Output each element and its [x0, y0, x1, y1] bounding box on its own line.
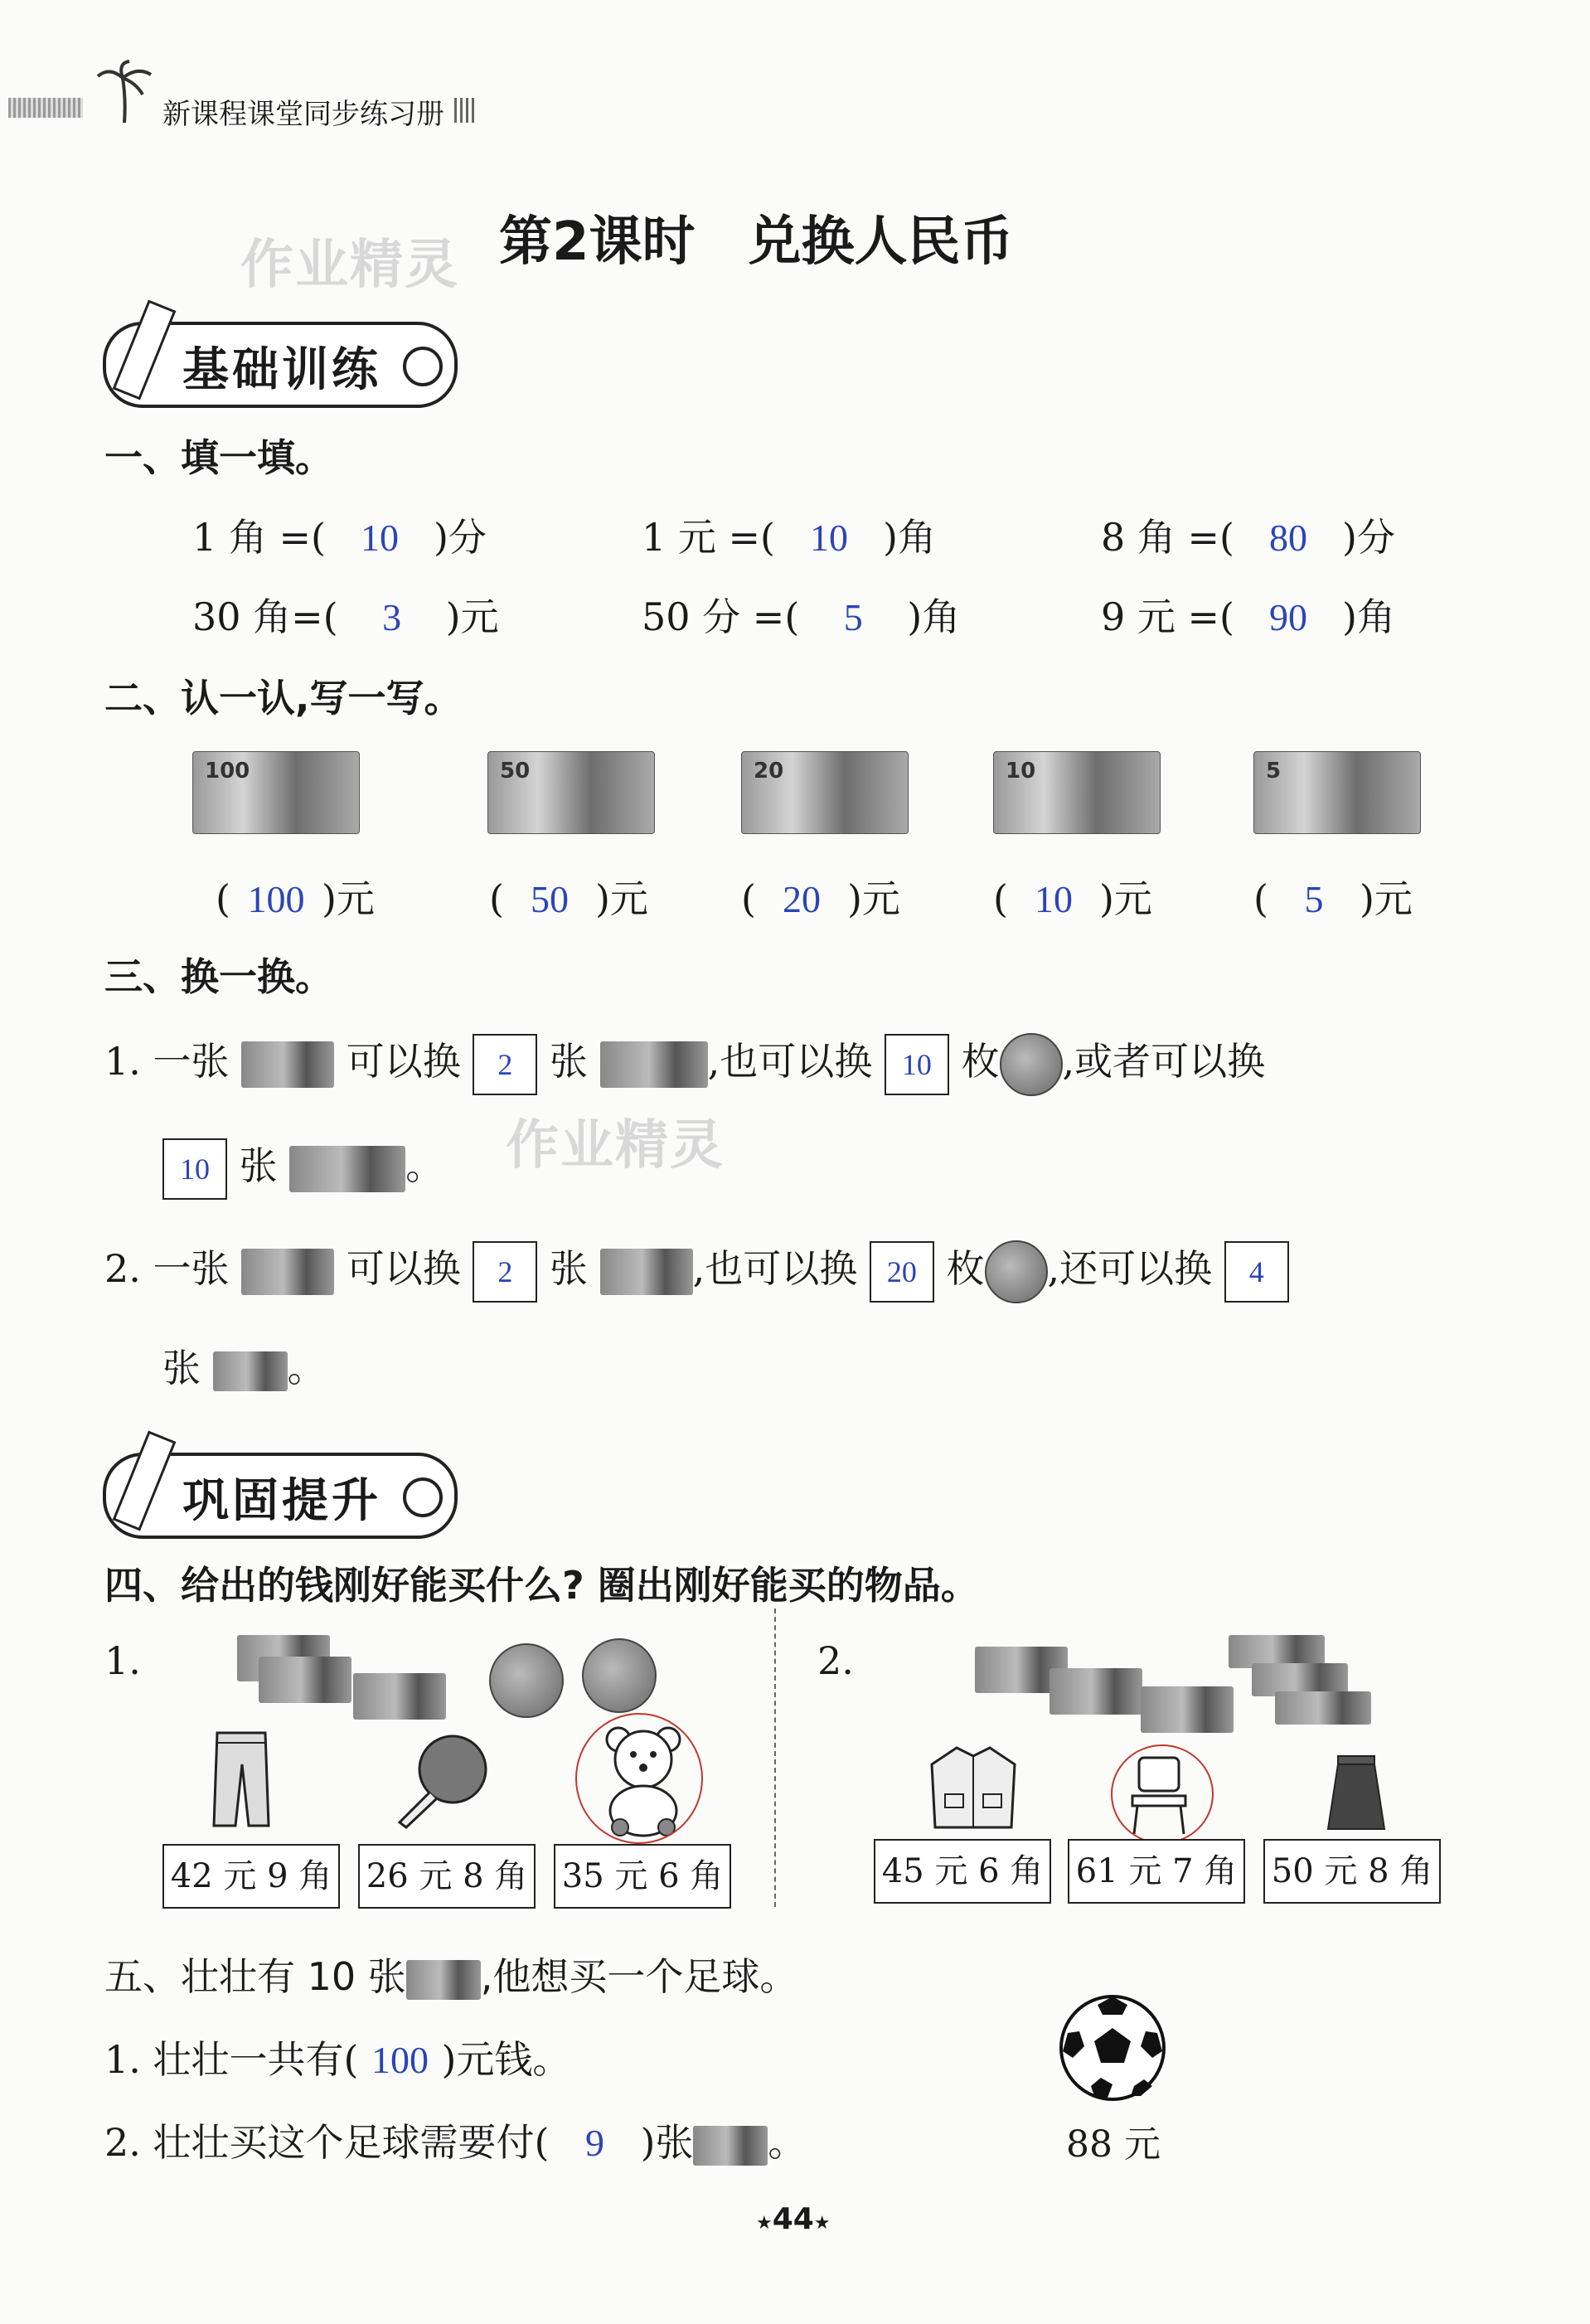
q3-p1-line2: 10 张 。 [162, 1136, 444, 1200]
q1-item-3: 8 角 =( 80 )分 [1101, 515, 1395, 560]
price-tag-paddle: 26 元 8 角 [358, 1844, 536, 1909]
header-divider [454, 98, 474, 123]
q1-item-5: 50 分 =( 5 )角 [642, 594, 961, 639]
banknote-5-icon [1141, 1686, 1234, 1733]
q1-answer-4[interactable]: 3 [382, 596, 402, 638]
q1-answer-2[interactable]: 10 [810, 517, 848, 559]
ring-icon [403, 1477, 443, 1517]
section-advanced-banner [103, 1453, 458, 1539]
price-tag-chair: 61 元 7 角 [1068, 1839, 1245, 1904]
banknote-10: 10 [993, 751, 1161, 834]
banknote-5-icon [353, 1673, 446, 1720]
coin-1yuan-icon [1000, 1033, 1063, 1096]
paddle-icon [393, 1731, 492, 1834]
q2-answer-1[interactable]: 100 [247, 878, 305, 920]
trousers-icon [212, 1731, 270, 1832]
section-advanced-label: 巩固提升 [182, 1474, 381, 1528]
q5-answer-2[interactable]: 9 [584, 2122, 604, 2164]
banknote-10-icon [693, 2126, 768, 2166]
q4-part2-money [975, 1635, 1406, 1743]
q1-answer-6[interactable]: 90 [1269, 596, 1307, 638]
q1-item-6: 9 元 =( 90 )角 [1101, 594, 1395, 639]
banknote-100: 100 [192, 751, 360, 834]
q2-answer-row-3: ( 20 )元 [741, 876, 900, 921]
q5-sentence-2: 2. 壮壮买这个足球需要付( 9 )张 。 [104, 2120, 807, 2165]
answer-circle[interactable] [575, 1713, 703, 1844]
q2-answer-row-5: ( 5 )元 [1253, 876, 1413, 921]
banknote-20-icon [241, 1041, 334, 1088]
ball-price: 88 元 [1066, 2123, 1161, 2166]
q3-p2-line1: 2. 一张 可以换 2 张 ,也可以换 20 枚 ,还可以换 4 [104, 1239, 1289, 1303]
price-tag-trousers: 42 元 9 角 [162, 1844, 340, 1909]
banknote-20: 20 [741, 751, 909, 834]
q1-item-2: 1 元 =( 10 )角 [642, 515, 936, 560]
banknote-50: 50 [487, 751, 655, 834]
q5-heading: 五、壮壮有 10 张 ,他想买一个足球。 [104, 1954, 798, 1999]
book-title: 新课程课堂同步练习册 [162, 98, 444, 131]
q3-p2-answer-1[interactable]: 2 [473, 1241, 537, 1303]
price-tag-teddy-bear: 35 元 6 角 [554, 1844, 731, 1909]
banknote-10-icon [600, 1249, 693, 1295]
pencil-icon [113, 299, 177, 400]
banknote-5: 5 [1253, 751, 1421, 834]
price-tag-jacket: 45 元 6 角 [874, 1839, 1051, 1904]
q3-heading: 三、换一换。 [104, 954, 333, 999]
price-tag-skirt: 50 元 8 角 [1263, 1839, 1441, 1904]
banknote-5-icon [213, 1351, 288, 1391]
q3-p1-answer-1[interactable]: 2 [473, 1034, 537, 1095]
lesson-title: 第2课时 兑换人民币 [499, 211, 1014, 273]
q4-part1-money [237, 1635, 668, 1726]
q5-answer-1[interactable]: 100 [371, 2039, 429, 2081]
coin-1yuan-icon [985, 1240, 1048, 1303]
q3-p2-answer-2[interactable]: 20 [870, 1241, 934, 1303]
q2-answer-2[interactable]: 50 [530, 878, 569, 920]
q4-part1-num: 1. [104, 1638, 141, 1683]
q3-p2-answer-3[interactable]: 4 [1224, 1241, 1289, 1303]
page-number: ★44★ [756, 2202, 831, 2236]
section-basic-banner [103, 322, 458, 408]
palm-icon [93, 58, 159, 124]
q4-part2-num: 2. [817, 1638, 854, 1683]
banknote-2yuan-icon [289, 1146, 405, 1192]
watermark: 作业精灵 [240, 235, 459, 296]
q3-p1-answer-2[interactable]: 10 [885, 1034, 949, 1095]
q4-divider [774, 1608, 776, 1907]
section-basic-label: 基础训练 [182, 343, 381, 397]
q3-p1-answer-3[interactable]: 10 [162, 1138, 227, 1200]
q2-answer-row-4: ( 10 )元 [993, 876, 1152, 921]
ring-icon [403, 347, 443, 386]
banknote-20-icon [241, 1249, 334, 1295]
star-icon: ★ [813, 2213, 831, 2234]
pencil-icon [113, 1430, 177, 1531]
q2-heading: 二、认一认,写一写。 [104, 676, 463, 720]
q4-heading: 四、给出的钱刚好能买什么? 圈出刚好能买的物品。 [104, 1563, 979, 1608]
banknote-10-icon [1049, 1668, 1142, 1715]
q2-answer-row-1: ( 100 )元 [216, 876, 375, 921]
header-strip [8, 98, 83, 118]
soccer-ball-icon [1058, 1993, 1167, 2106]
coin-5jiao-icon [489, 1643, 564, 1718]
skirt-icon [1325, 1754, 1388, 1834]
q1-item-1: 1 角 =( 10 )分 [192, 515, 487, 560]
answer-circle[interactable] [1111, 1744, 1214, 1844]
q1-heading: 一、填一填。 [104, 435, 333, 480]
banknote-10jiao-icon [600, 1041, 708, 1088]
q1-answer-3[interactable]: 80 [1269, 517, 1307, 559]
coin-1yuan-icon [582, 1638, 657, 1713]
q1-item-4: 30 角=( 3 )元 [192, 594, 499, 639]
q5-sentence-1: 1. 壮壮一共有( 100 )元钱。 [104, 2037, 571, 2082]
q2-answer-4[interactable]: 10 [1034, 878, 1073, 920]
star-icon: ★ [756, 2213, 773, 2234]
q2-answer-5[interactable]: 5 [1304, 878, 1324, 920]
q3-p2-line2: 张 。 [162, 1346, 326, 1390]
banknote-10-icon [259, 1657, 351, 1703]
jacket-icon [927, 1744, 1020, 1834]
watermark-2: 作业精灵 [506, 1115, 725, 1177]
banknote-1-icon [1275, 1691, 1371, 1725]
q2-answer-row-2: ( 50 )元 [489, 876, 648, 921]
q3-p1-line1: 1. 一张 可以换 2 张 ,也可以换 10 枚 ,或者可以换 [104, 1031, 1265, 1096]
banknote-10-icon [406, 1960, 481, 2000]
q1-answer-5[interactable]: 5 [843, 596, 863, 638]
q2-answer-3[interactable]: 20 [782, 878, 821, 920]
q1-answer-1[interactable]: 10 [361, 517, 399, 559]
